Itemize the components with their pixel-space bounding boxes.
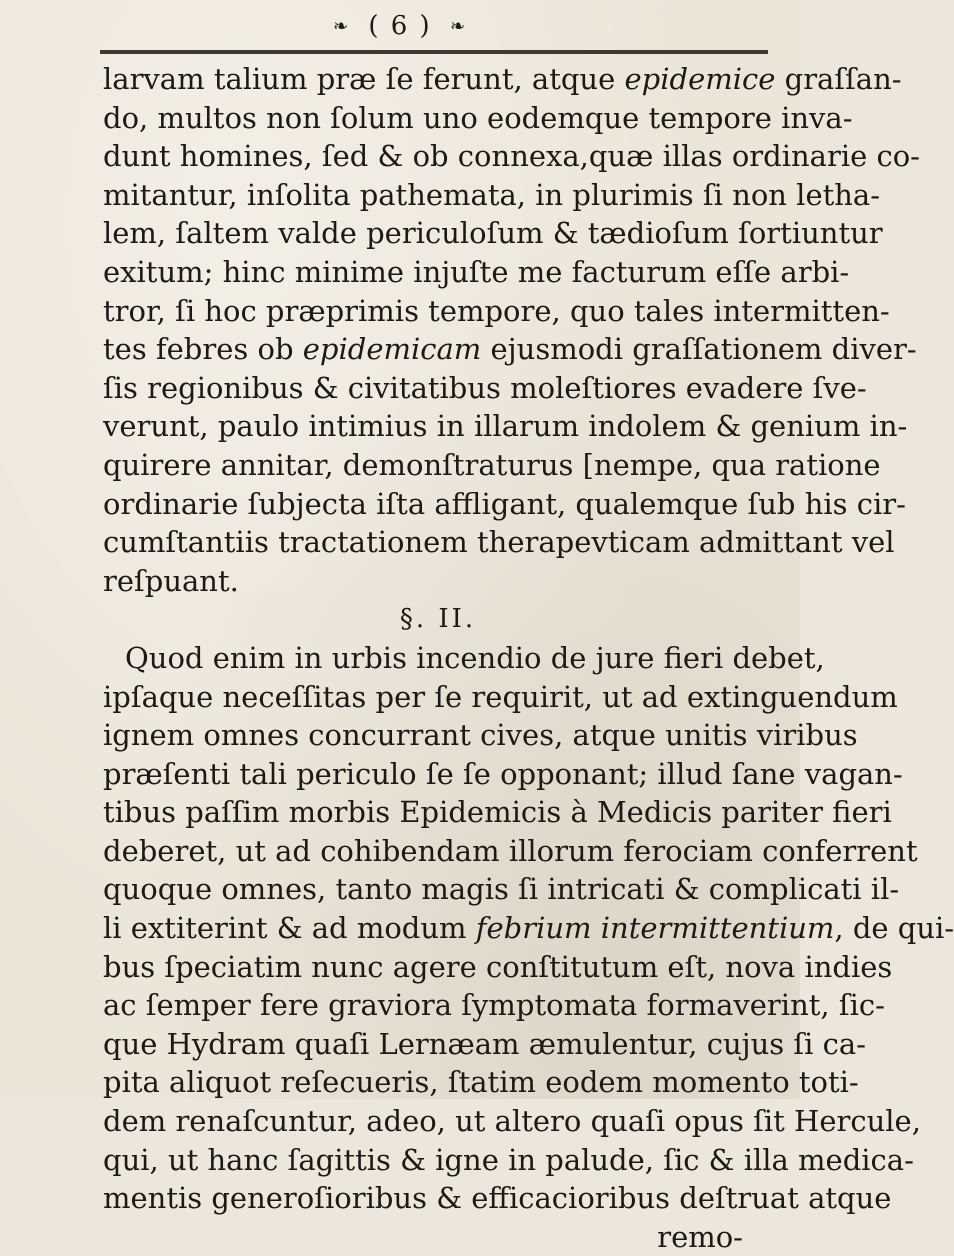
section-heading: §. II. (399, 604, 477, 635)
text-line: pita aliquot reſecueris, ſtatim eodem momento toti- (103, 1065, 859, 1100)
text-line: ipſaque neceſſitas per ſe requirit, ut ad extinguendum (103, 679, 898, 714)
text-line: reſpuant. (103, 563, 239, 598)
catchword: remo- (657, 1219, 743, 1254)
text-line: ordinarie ſubjecta iſta affligant, qualemque ſub his cir- (103, 486, 906, 521)
text-line: verunt, paulo intimius in illarum indolem & genium in- (103, 409, 908, 444)
text-line: mitantur, inſolita pathemata, in plurimis ſi non letha- (103, 177, 881, 212)
text-line: dem renaſcuntur, adeo, ut altero quaſi opus ſit Hercule, (103, 1104, 921, 1139)
text-line: Quod enim in urbis incendio de jure fieri debet, (125, 640, 825, 675)
text-line: deberet, ut ad cohibendam illorum ferociam conferrent (103, 833, 918, 868)
text-line: præſenti tali periculo ſe ſe opponant; illud ſane vagan- (103, 756, 903, 791)
text-line: que Hydram quaſi Lernæam æmulentur, cujus ſi ca- (103, 1026, 866, 1061)
text-line: mentis generoſioribus & efficacioribus deſtruat atque (103, 1181, 892, 1216)
fleuron-left-icon: ❧ (332, 16, 351, 37)
text-line: ignem omnes concurrant cives, atque unitis viribus (103, 718, 858, 753)
text-line: quirere annitar, demonſtraturus [nempe, qua ratione (103, 447, 881, 482)
fleuron-right-icon: ❧ (449, 16, 468, 37)
text-line: do, multos non ſolum uno eodemque tempore inva- (103, 100, 853, 135)
text-line: exitum; hinc minime injuſte me facturum eſſe arbi- (103, 254, 850, 289)
running-head (0, 6, 800, 47)
text-line: bus ſpeciatim nunc agere conſtitutum eſt, nova indies (103, 949, 893, 984)
italic-term: epidemicam (302, 332, 482, 367)
text-line: tes febres ob epidemicam ejusmodi graſſationem diver- (103, 332, 917, 367)
text-line: qui, ut hanc ſagittis & igne in palude, ſic & illa medica- (103, 1142, 914, 1177)
italic-term: epidemice (624, 62, 776, 96)
text-line: tror, ſi hoc præprimis tempore, quo tales intermitten- (103, 293, 890, 328)
header-rule (100, 50, 768, 54)
page-number: ( 6 ) (368, 11, 432, 41)
text-line: lem, ſaltem valde periculoſum & tædioſum ſortiuntur (103, 216, 883, 251)
text-line: dunt homines, ſed & ob connexa,quæ illas ordinarie co- (103, 139, 920, 174)
text-line: tibus paſſim morbis Epidemicis à Medicis pariter fieri (103, 795, 892, 830)
text-line: quoque omnes, tanto magis ſi intricati & complicati il- (103, 872, 900, 907)
text-line: ac ſemper fere graviora ſymptomata formaverint, ſic- (103, 988, 885, 1023)
body-text (103, 60, 954, 1256)
text-line: larvam talium præ ſe ferunt, atque epidemice graſſan- (103, 62, 902, 96)
text-line: cumſtantiis tractationem therapevticam admittant vel (103, 525, 895, 560)
text-line: li extiterint & ad modum febrium intermittentium, de qui- (103, 911, 954, 946)
italic-term: febrium intermittentium (475, 911, 835, 946)
text-line: ſis regionibus & civitatibus moleſtiores evadere ſve- (103, 370, 867, 405)
